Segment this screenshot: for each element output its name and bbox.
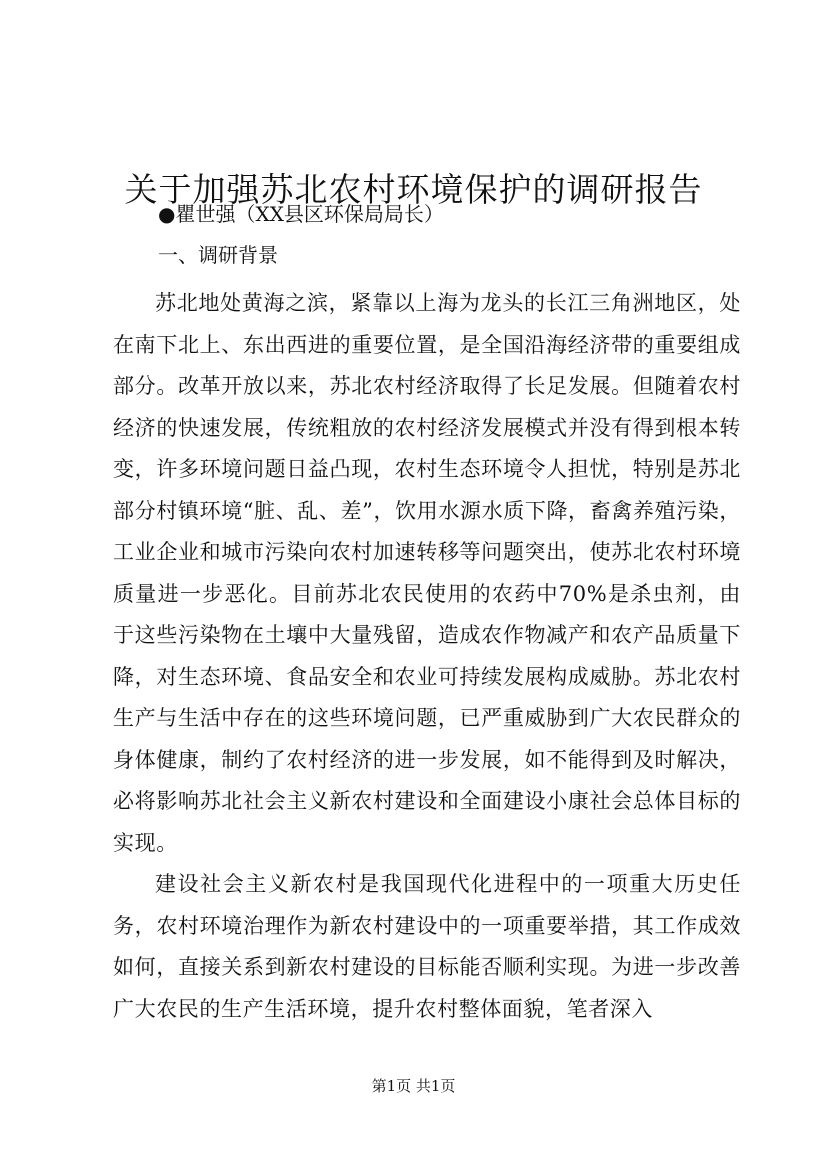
document-body (113, 283, 741, 1030)
body-paragraph-2: 建设社会主义新农村是我国现代化进程中的一项重大历史任务，农村环境治理作为新农村建设中的一项重要举措，其工作成效如何，直接关系到新农村建设的目标能否顺利实现。为进一步改善广大农民的生产生活环境，提升农村整体面貌，笔者深入 (113, 872, 741, 1021)
page-footer: 第1页 共1页 (371, 1077, 456, 1095)
document-title: 关于加强苏北农村环境保护的调研报告 (124, 170, 703, 210)
body-paragraph-1: 苏北地处黄海之滨，紧靠以上海为龙头的长江三角洲地区，处在南下北上、东出西进的重要位置，是全国沿海经济带的重要组成部分。改革开放以来，苏北农村经济取得了长足发展。但随着农村经济的快速发展，传统粗放的农村经济发展模式并没有得到根本转变，许多环境问题日益凸现，农村生态环境令人担忧，特别是苏北部分村镇环境“脏、乱、差”，饮用水源水质下降，畜禽养殖污染，工业企业和城市污染向农村加速转移等问题突出，使苏北农村环境质量进一步恶化。目前苏北农民使用的农药中70%是杀虫剂，由于这些污染物在土壤中大量残留，造成农作物减产和农产品质量下降，对生态环境、食品安全和农业可持续发展构成威胁。苏北农村生产与生活中存在的这些环境问题，已严重威胁到广大农民群众的身体健康，制约了农村经济的进一步发展，如不能得到及时解决，必将影响苏北社会主义新农村建设和全面建设小康社会总体目标的实现。 (113, 291, 741, 855)
section-heading: 一、调研背景 (158, 243, 278, 267)
author-line: ●瞿世强（XX县区环保局局长） (158, 202, 444, 226)
